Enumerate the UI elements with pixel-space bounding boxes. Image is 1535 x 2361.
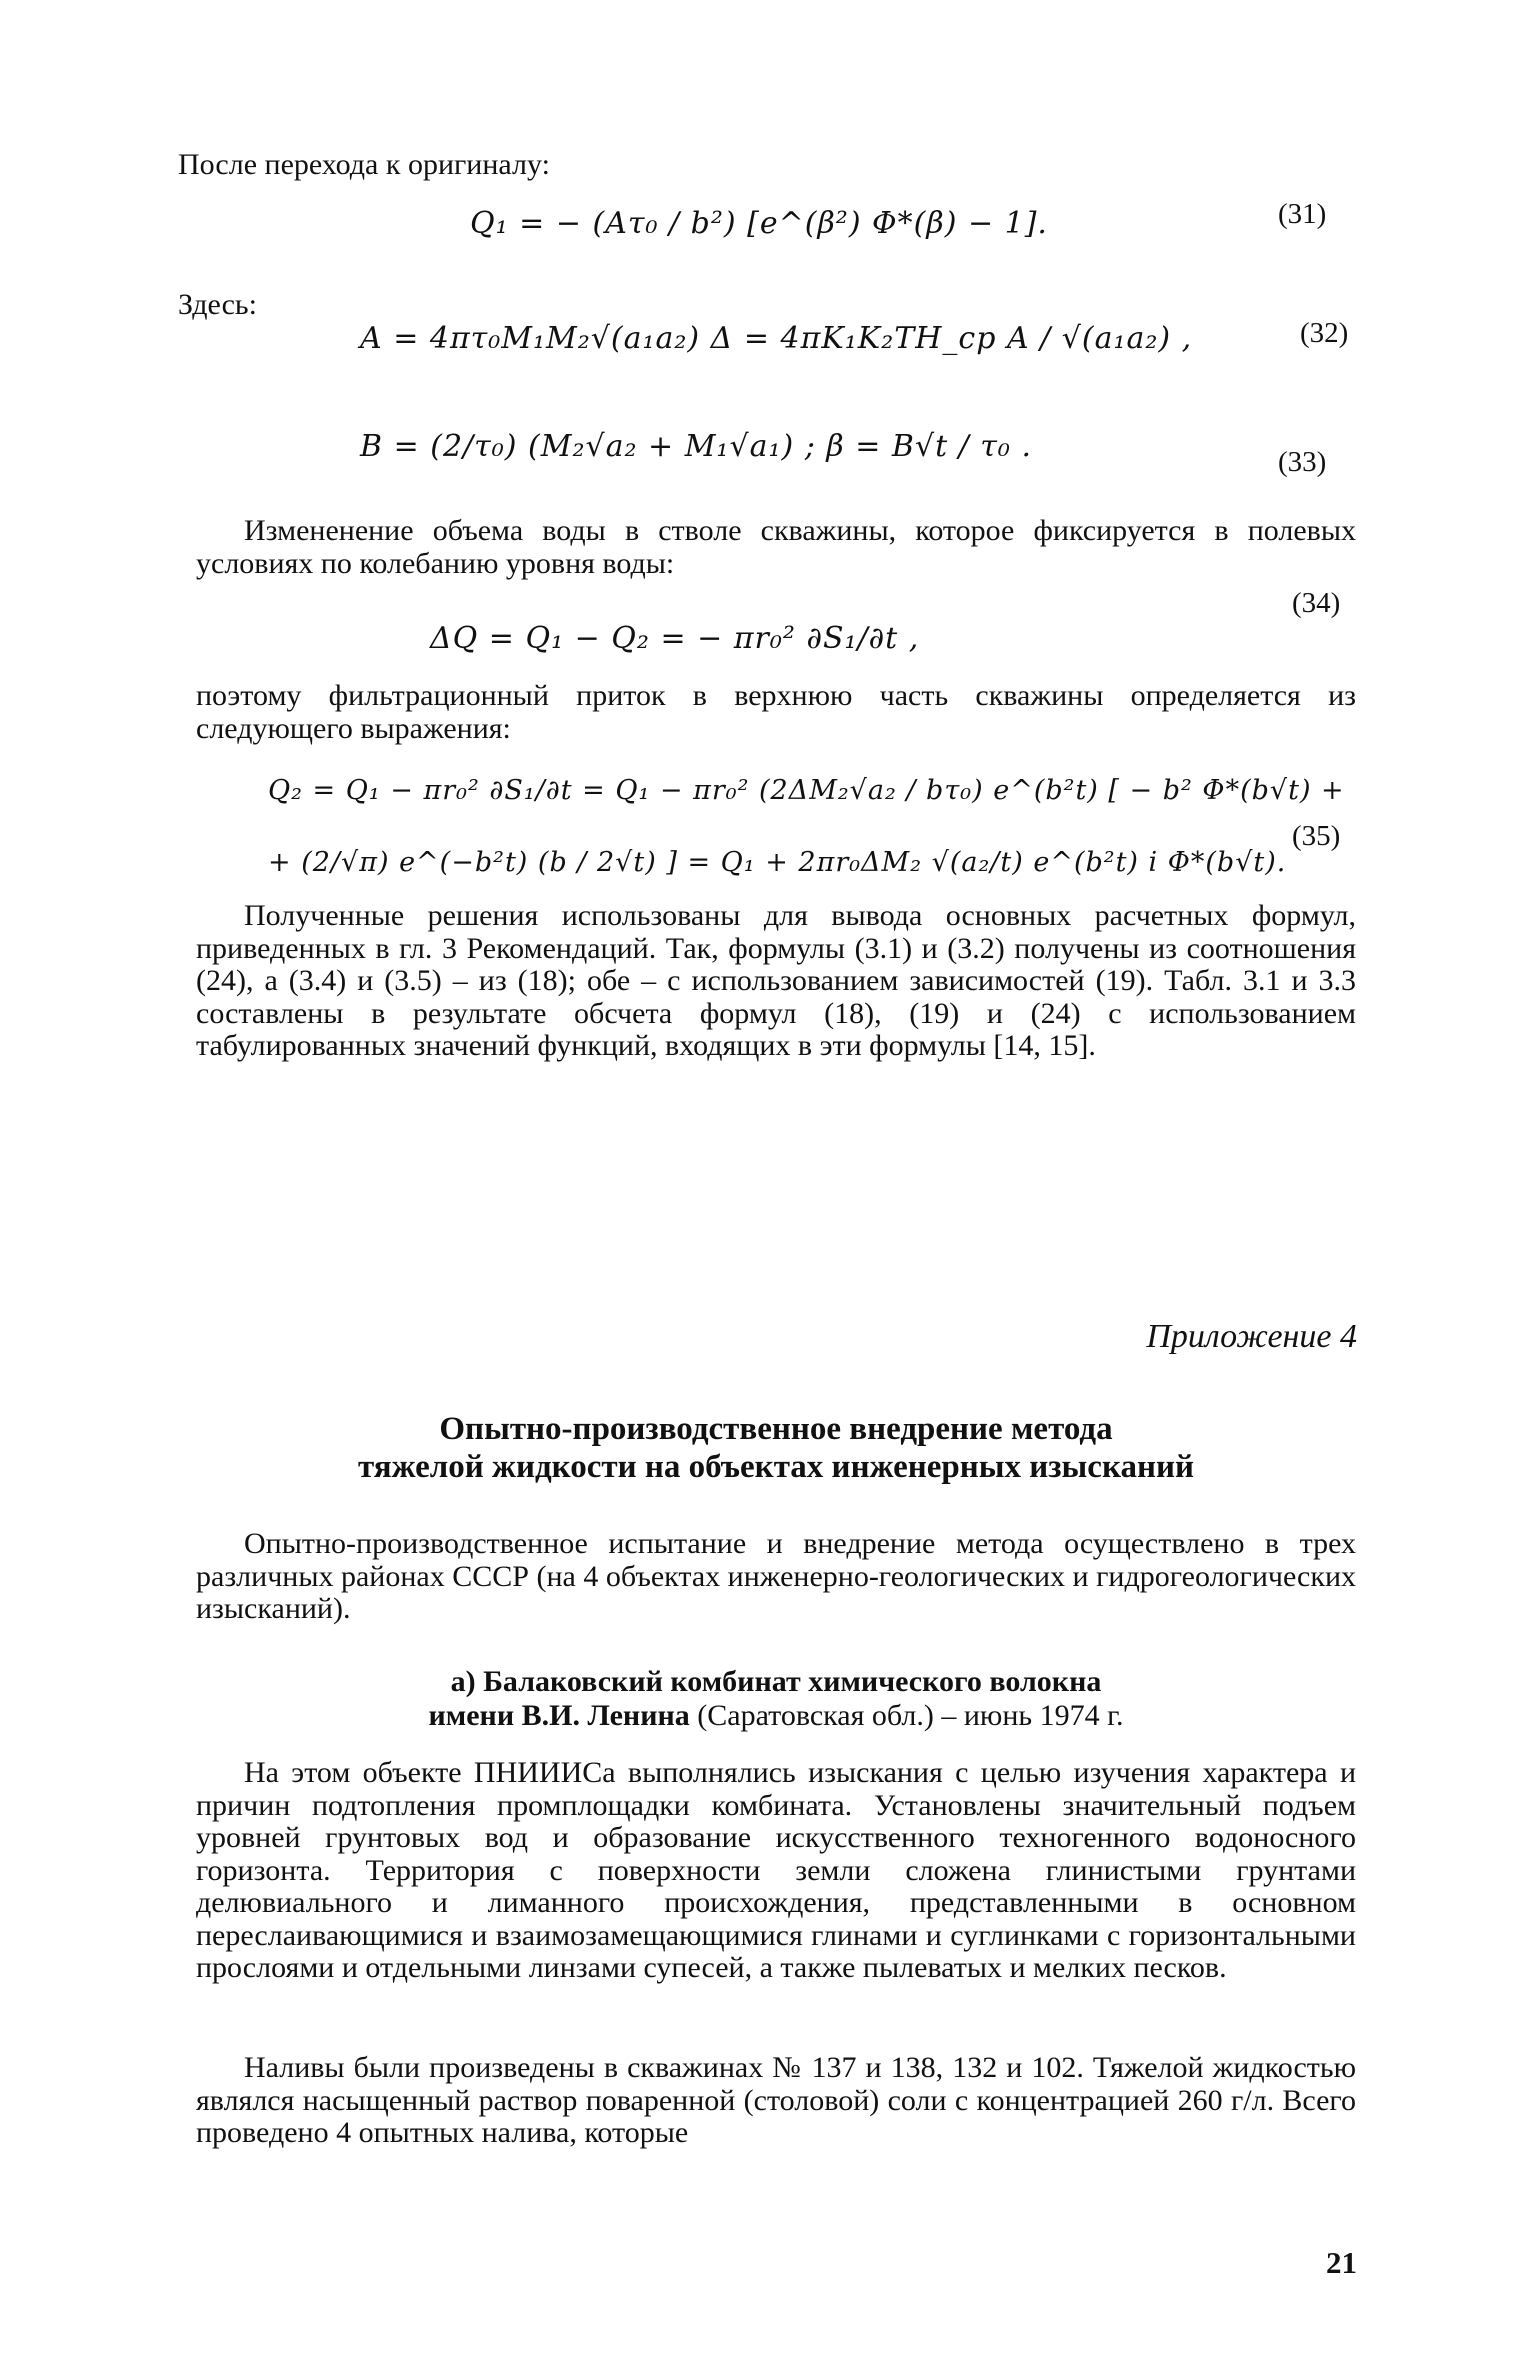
subsection-heading-rest: (Саратовская обл.) – июнь 1974 г. — [689, 1699, 1124, 1732]
formula-33: B = (2/τ₀) (M₂√a₂ + M₁√a₁) ; β = B√t / τ₀ . — [360, 429, 1033, 464]
paragraph-results: Полученные решения использованы для вывода основных расчетных формул, приведенных в гл. 3 Рекомендаций. Так, формулы (3.1) и (3.2) получены из соотношения (24), а (3.4) и (3.5) – из (18); обе – с использованием зависимостей (19). Табл. 3.1 и 3.3 составлены в результате обсчета формул (18), (19) и (24) с использованием табулированных значений функций, входящих в эти формулы [14, 15]. — [196, 899, 1356, 1062]
subsection-heading-bold: имени В.И. Ленина — [428, 1699, 690, 1732]
formula-31: Q₁ = − (Aτ₀ / b²) [e^(β²) Φ*(β) − 1]. — [470, 206, 1048, 241]
paragraph-fill: Наливы были произведены в скважинах № 137 и 138, 132 и 102. Тяжелой жидкостью являлся насыщенный раствор поваренной (столовой) соли с концентрацией 260 г/л. Всего проведено 4 опытных налива, которые — [196, 2051, 1356, 2149]
subsection-heading-line2 — [196, 1699, 1356, 1733]
paragraph-volume-change: Измененение объема воды в стволе скважины, которое фиксируется в полевых условиях по колебанию уровня воды: — [196, 514, 1356, 580]
formula-32: A = 4πτ₀M₁M₂√(a₁a₂) Δ = 4πK₁K₂TH_cp A / √(a₁a₂) , — [360, 321, 1193, 356]
eq-number-32: (32) — [1300, 317, 1349, 349]
formula-35-line2: + (2/√π) e^(−b²t) (b / 2√t) ] = Q₁ + 2πr₀ΔM₂ √(a₂/t) e^(b²t) i Φ*(b√t). — [268, 847, 1287, 878]
paragraph-therefore: поэтому фильтрационный приток в верхнюю часть скважины определяется из следующего выражения: — [196, 679, 1356, 745]
section-title-line2: тяжелой жидкости на объектах инженерных изысканий — [357, 1449, 1195, 1485]
eq-number-31: (31) — [1278, 198, 1327, 230]
page-number: 21 — [1326, 2245, 1357, 2280]
here-label: Здесь: — [178, 288, 257, 321]
appendix-label: Приложение 4 — [1146, 1318, 1357, 1355]
paragraph-intro: Опытно-производственное испытание и внедрение метода осуществлено в трех различных районах СССР (на 4 объектах инженерно-геологических и гидрогеологических изысканий). — [196, 1527, 1356, 1625]
section-title-line1: Опытно-производственное внедрение метода — [439, 1411, 1113, 1447]
intro-text: После перехода к оригиналу: — [178, 148, 550, 181]
subsection-heading-line1: а) Балаковский комбинат химического волокна — [450, 1665, 1102, 1698]
eq-number-33: (33) — [1278, 446, 1327, 478]
eq-number-35: (35) — [1292, 820, 1341, 852]
formula-34: ΔQ = Q₁ − Q₂ = − πr₀² ∂S₁/∂t , — [430, 621, 920, 656]
paragraph-object: На этом объекте ПНИИИСа выполнялись изыскания с целью изучения характера и причин подтопления промплощадки комбината. Установлены значительный подъем уровней грунтовых вод и образование искусственного техногенного водоносного горизонта. Территория с поверхности земли сложена глинистыми грунтами делювиального и лиманного происхождения, представленными в основном переслаивающимися и взаимозамещающимися глинами и суглинками с горизонтальными прослоями и отдельными линзами супесей, а также пылеватых и мелких песков. — [196, 1756, 1356, 1984]
eq-number-34: (34) — [1292, 587, 1341, 619]
formula-35-line1: Q₂ = Q₁ − πr₀² ∂S₁/∂t = Q₁ − πr₀² (2ΔM₂√a₂ / bτ₀) e^(b²t) [ − b² Φ*(b√t) + — [268, 775, 1345, 806]
